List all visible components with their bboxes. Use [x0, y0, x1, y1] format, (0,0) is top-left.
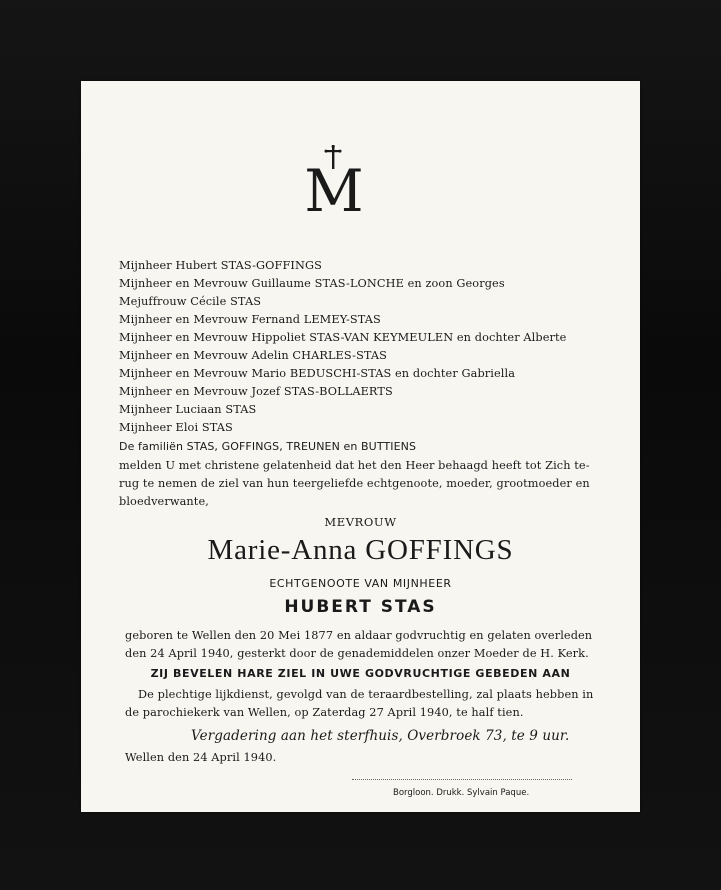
- mourner-line: Mijnheer en Mevrouw Mario BEDUSCHI-STAS en dochter Gabriella: [119, 367, 516, 380]
- mourner-line: Mejuffrouw Cécile STAS: [119, 295, 262, 308]
- service-line: De plechtige lijkdienst, gevolgd van de teraardbestelling, zal plaats hebben in: [138, 688, 594, 701]
- svg-text:M: M: [304, 157, 364, 213]
- announcement-line: rug te nemen de ziel van hun teergeliefde echtgenoote, moeder, grootmoeder en: [119, 477, 590, 490]
- mourner-line: Mijnheer Hubert STAS-GOFFINGS: [119, 259, 322, 272]
- families-line: De familiën STAS, GOFFINGS, TREUNEN en BUTTIENS: [119, 440, 417, 453]
- details-line: geboren te Wellen den 20 Mei 1877 en aldaar godvruchtig en gelaten overleden: [125, 629, 593, 642]
- announcement-line: bloedverwante,: [119, 495, 209, 508]
- service-line: de parochiekerk van Wellen, op Zaterdag 27 April 1940, te half tien.: [125, 706, 524, 719]
- deceased-name: Marie-Anna GOFFINGS: [207, 534, 514, 566]
- salutation: MEVROUW: [324, 515, 397, 529]
- mourner-line: Mijnheer en Mevrouw Fernand LEMEY-STAS: [119, 313, 381, 326]
- mourner-line: Mijnheer Luciaan STAS: [119, 403, 257, 416]
- meeting-line: Vergadering aan het sterfhuis, Overbroek 73, te 9 uur.: [191, 728, 570, 744]
- place-date: Wellen den 24 April 1940.: [125, 751, 277, 764]
- mourner-line: Mijnheer en Mevrouw Hippoliet STAS-VAN KEYMEULEN en dochter Alberte: [119, 331, 567, 344]
- mourner-line: Mijnheer en Mevrouw Guillaume STAS-LONCHE en zoon Georges: [119, 277, 505, 290]
- dotted-rule: [352, 779, 572, 780]
- husband-name: HUBERT STAS: [284, 597, 437, 617]
- relation-line: ECHTGENOOTE VAN MIJNHEER: [269, 577, 452, 590]
- prayer-line: ZIJ BEVELEN HARE ZIEL IN UWE GODVRUCHTIGE GEBEDEN AAN: [150, 667, 571, 680]
- mourner-line: Mijnheer Eloi STAS: [119, 421, 233, 434]
- funeral-notice-card: [81, 81, 640, 812]
- marian-monogram: [81, 145, 640, 215]
- printer-credit: Borgloon. Drukk. Sylvain Paque.: [393, 788, 530, 798]
- details-line: den 24 April 1940, gesterkt door de genademiddelen onzer Moeder de H. Kerk.: [125, 647, 589, 660]
- mourner-line: Mijnheer en Mevrouw Adelin CHARLES-STAS: [119, 349, 388, 362]
- mourner-line: Mijnheer en Mevrouw Jozef STAS-BOLLAERTS: [119, 385, 393, 398]
- announcement-line: melden U met christene gelatenheid dat het den Heer behaagd heeft tot Zich te-: [119, 459, 590, 472]
- cross-m-icon: [301, 145, 367, 213]
